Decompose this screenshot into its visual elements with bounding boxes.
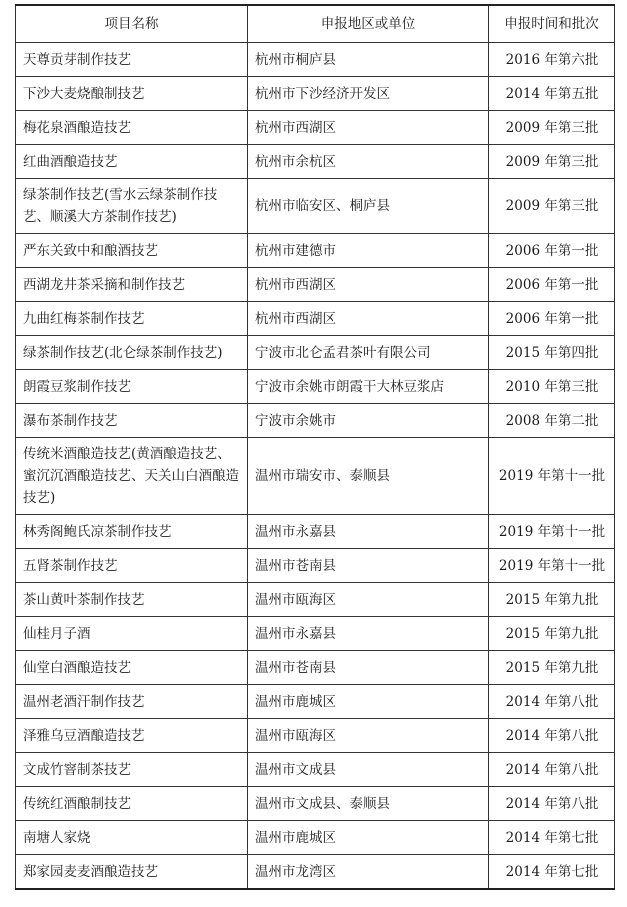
batch-cell: 2015 年第九批 <box>489 617 615 651</box>
table-row <box>16 302 615 336</box>
project-name-cell: 五肾茶制作技艺 <box>16 549 248 583</box>
project-name-cell: 梅花泉酒酿造技艺 <box>16 111 248 145</box>
batch-cell: 2014 年第八批 <box>489 787 615 821</box>
project-name-cell: 绿茶制作技艺(北仑绿茶制作技艺) <box>16 336 248 370</box>
table-row <box>16 336 615 370</box>
region-cell: 温州市瓯海区 <box>248 719 489 753</box>
batch-cell: 2014 年第七批 <box>489 855 615 890</box>
table-row <box>16 370 615 404</box>
project-name-cell: 红曲酒酿造技艺 <box>16 145 248 179</box>
batch-cell: 2014 年第七批 <box>489 821 615 855</box>
region-cell: 温州市文成县 <box>248 753 489 787</box>
header-row <box>16 5 615 43</box>
table-row <box>16 583 615 617</box>
table-row <box>16 234 615 268</box>
batch-cell: 2016 年第六批 <box>489 43 615 77</box>
batch-cell: 2014 年第八批 <box>489 719 615 753</box>
table-row <box>16 515 615 549</box>
table-row <box>16 821 615 855</box>
column-header-batch: 申报时间和批次 <box>489 5 615 43</box>
table-row <box>16 855 615 890</box>
region-cell: 温州市瓯海区 <box>248 583 489 617</box>
project-name-cell: 下沙大麦烧酿制技艺 <box>16 77 248 111</box>
project-name-cell: 传统红酒酿制技艺 <box>16 787 248 821</box>
table-row <box>16 77 615 111</box>
region-cell: 杭州市下沙经济开发区 <box>248 77 489 111</box>
batch-cell: 2008 年第二批 <box>489 404 615 438</box>
batch-cell: 2014 年第八批 <box>489 685 615 719</box>
batch-cell: 2014 年第八批 <box>489 753 615 787</box>
project-name-cell: 绿茶制作技艺(雪水云绿茶制作技艺、顺溪大方茶制作技艺) <box>16 179 248 234</box>
batch-cell: 2019 年第十一批 <box>489 549 615 583</box>
batch-cell: 2009 年第三批 <box>489 179 615 234</box>
table-row <box>16 43 615 77</box>
table-row <box>16 753 615 787</box>
project-name-cell: 西湖龙井茶采摘和制作技艺 <box>16 268 248 302</box>
region-cell: 温州市鹿城区 <box>248 821 489 855</box>
project-name-cell: 郑家园麦麦酒酿造技艺 <box>16 855 248 890</box>
batch-cell: 2009 年第三批 <box>489 145 615 179</box>
table-row <box>16 438 615 515</box>
batch-cell: 2014 年第五批 <box>489 77 615 111</box>
table-row <box>16 617 615 651</box>
project-name-cell: 温州老酒汗制作技艺 <box>16 685 248 719</box>
region-cell: 温州市苍南县 <box>248 549 489 583</box>
table-header <box>16 5 615 43</box>
column-header-project-name: 项目名称 <box>16 5 248 43</box>
batch-cell: 2019 年第十一批 <box>489 515 615 549</box>
project-name-cell: 南塘人家烧 <box>16 821 248 855</box>
batch-cell: 2010 年第三批 <box>489 370 615 404</box>
region-cell: 杭州市西湖区 <box>248 302 489 336</box>
table-row <box>16 268 615 302</box>
table-row <box>16 179 615 234</box>
project-name-cell: 茶山黄叶茶制作技艺 <box>16 583 248 617</box>
table-row <box>16 111 615 145</box>
table-row <box>16 651 615 685</box>
region-cell: 温州市永嘉县 <box>248 617 489 651</box>
batch-cell: 2015 年第九批 <box>489 651 615 685</box>
table-row <box>16 404 615 438</box>
region-cell: 温州市苍南县 <box>248 651 489 685</box>
table-body <box>16 43 615 890</box>
table-row <box>16 719 615 753</box>
table-row <box>16 145 615 179</box>
project-name-cell: 文成竹窨制茶技艺 <box>16 753 248 787</box>
table-row <box>16 685 615 719</box>
batch-cell: 2006 年第一批 <box>489 268 615 302</box>
project-name-cell: 泽雅乌豆酒酿造技艺 <box>16 719 248 753</box>
project-name-cell: 天尊贡芽制作技艺 <box>16 43 248 77</box>
region-cell: 宁波市北仑孟君茶叶有限公司 <box>248 336 489 370</box>
project-name-cell: 九曲红梅茶制作技艺 <box>16 302 248 336</box>
region-cell: 温州市文成县、泰顺县 <box>248 787 489 821</box>
project-name-cell: 仙桂月子酒 <box>16 617 248 651</box>
region-cell: 温州市瑞安市、泰顺县 <box>248 438 489 515</box>
batch-cell: 2006 年第一批 <box>489 302 615 336</box>
region-cell: 杭州市西湖区 <box>248 268 489 302</box>
table-row <box>16 549 615 583</box>
region-cell: 温州市永嘉县 <box>248 515 489 549</box>
region-cell: 宁波市余姚市 <box>248 404 489 438</box>
region-cell: 宁波市余姚市朗霞干大林豆浆店 <box>248 370 489 404</box>
region-cell: 杭州市西湖区 <box>248 111 489 145</box>
batch-cell: 2019 年第十一批 <box>489 438 615 515</box>
batch-cell: 2015 年第四批 <box>489 336 615 370</box>
project-name-cell: 传统米酒酿造技艺(黄酒酿造技艺、蜜沉沉酒酿造技艺、天关山白酒酿造技艺) <box>16 438 248 515</box>
region-cell: 杭州市临安区、桐庐县 <box>248 179 489 234</box>
project-name-cell: 严东关致中和酿酒技艺 <box>16 234 248 268</box>
region-cell: 温州市龙湾区 <box>248 855 489 890</box>
project-name-cell: 仙堂白酒酿造技艺 <box>16 651 248 685</box>
project-name-cell: 朗霞豆浆制作技艺 <box>16 370 248 404</box>
region-cell: 杭州市余杭区 <box>248 145 489 179</box>
region-cell: 杭州市桐庐县 <box>248 43 489 77</box>
region-cell: 温州市鹿城区 <box>248 685 489 719</box>
project-name-cell: 林秀阁鲍氏凉茶制作技艺 <box>16 515 248 549</box>
batch-cell: 2009 年第三批 <box>489 111 615 145</box>
column-header-region: 申报地区或单位 <box>248 5 489 43</box>
batch-cell: 2015 年第九批 <box>489 583 615 617</box>
heritage-project-table <box>15 4 615 890</box>
region-cell: 杭州市建德市 <box>248 234 489 268</box>
table-row <box>16 787 615 821</box>
project-name-cell: 瀑布茶制作技艺 <box>16 404 248 438</box>
batch-cell: 2006 年第一批 <box>489 234 615 268</box>
